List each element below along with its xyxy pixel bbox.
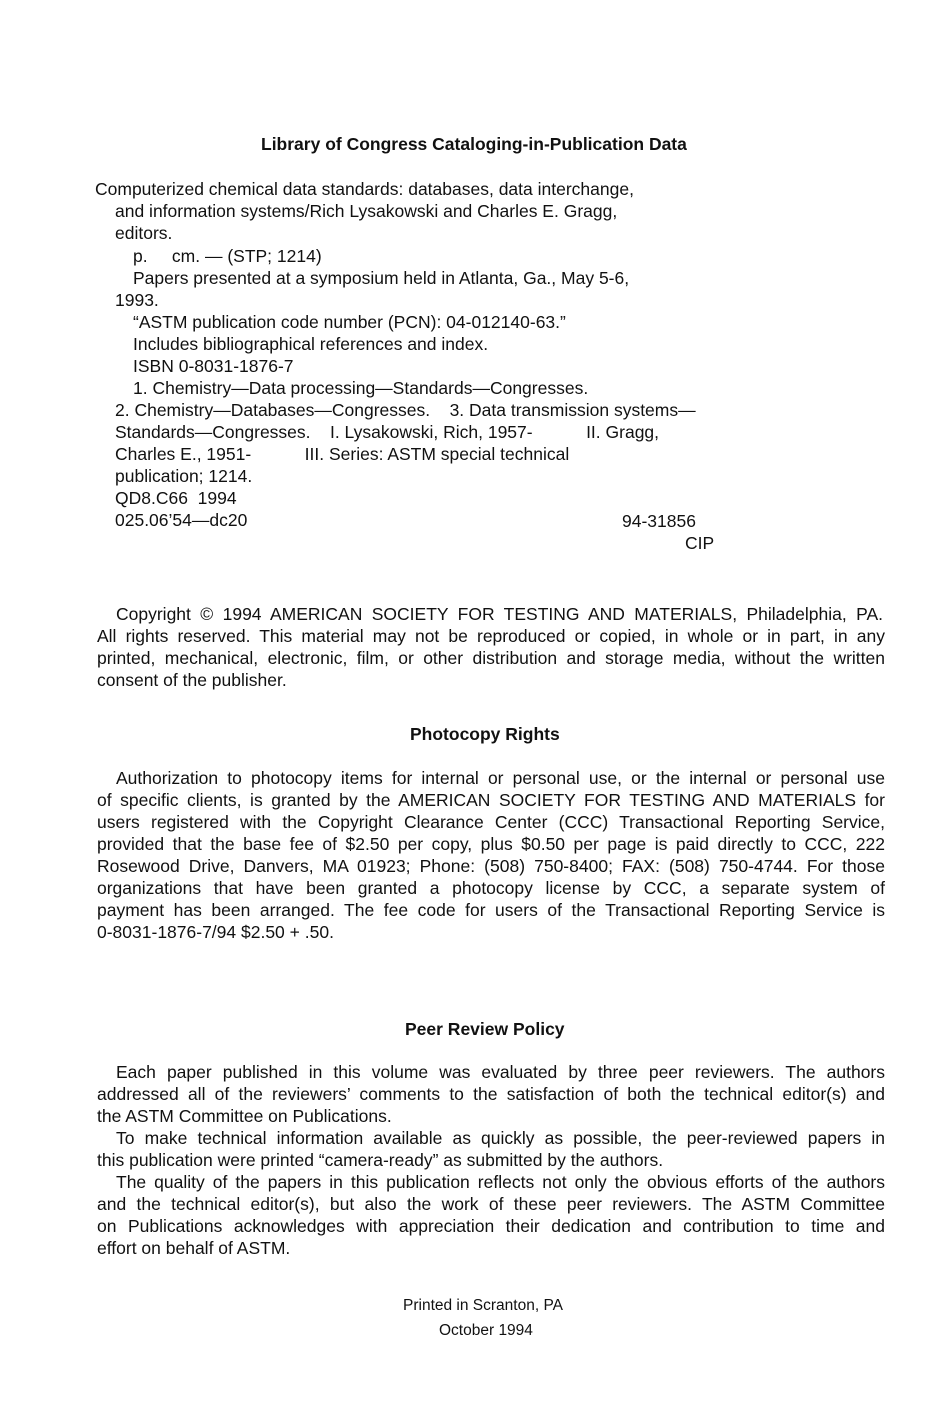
peer-review-line: on Publications acknowledges with appreciation their dedication and contribution to time and [97,1216,885,1236]
cip-line: and information systems/Rich Lysakowski and Charles E. Gragg, [115,201,618,221]
cip-line: ISBN 0-8031-1876-7 [133,356,294,376]
peer-review-line: the ASTM Committee on Publications. [97,1106,392,1126]
cip-line: p. cm. — (STP; 1214) [133,246,322,266]
print-date: October 1994 [439,1322,533,1339]
photocopy-line: organizations that have been granted a photocopy license by CCC, a separate system of [97,878,885,898]
cip-line: Includes bibliographical references and index. [133,334,489,354]
cip-line: Charles E., 1951- III. Series: ASTM special technical [115,444,570,464]
cip-line: “ASTM publication code number (PCN): 04-012140-63.” [133,312,566,332]
peer-review-line: and the technical editor(s), but also the work of these peer reviewers. The ASTM Committee [97,1194,885,1214]
cip-line: 025.06’54—dc20 [115,510,248,530]
cip-line: Papers presented at a symposium held in Atlanta, Ga., May 5-6, [133,268,630,288]
peer-review-line: To make technical information available as quickly as possible, the peer-reviewed papers in [116,1128,885,1148]
copyright-line: printed, mechanical, electronic, film, or other distribution and storage media, without the written [97,648,885,668]
photocopy-line: Rosewood Drive, Danvers, MA 01923; Phone: (508) 750-8400; FAX: (508) 750-4744. For those [97,856,885,876]
copyright-line: Copyright © 1994 AMERICAN SOCIETY FOR TESTING AND MATERIALS, Philadelphia, PA. [116,604,883,624]
peer-review-line: addressed all of the reviewers’ comments to the satisfaction of both the technical editor(s) and [97,1084,885,1104]
photocopy-line: 0-8031-1876-7/94 $2.50 + .50. [97,922,334,942]
photocopy-line: users registered with the Copyright Clearance Center (CCC) Transactional Reporting Service, [97,812,885,832]
photocopy-line: Authorization to photocopy items for internal or personal use, or the internal or personal use [116,768,885,788]
photocopy-heading: Photocopy Rights [410,724,560,744]
cip-label: CIP [685,533,715,553]
photocopy-line: payment has been arranged. The fee code for users of the Transactional Reporting Service is [97,900,885,920]
peer-review-line: effort on behalf of ASTM. [97,1238,291,1258]
peer-review-heading: Peer Review Policy [405,1019,565,1039]
peer-review-line: this publication were printed “camera-ready” as submitted by the authors. [97,1150,664,1170]
cip-line: editors. [115,223,173,243]
peer-review-line: Each paper published in this volume was evaluated by three peer reviewers. The authors [116,1062,885,1082]
cip-line: 1993. [115,290,159,310]
peer-review-line: The quality of the papers in this publication reflects not only the obvious efforts of the authors [116,1172,885,1192]
copyright-line: All rights reserved. This material may not be reproduced or copied, in whole or in part, in any [97,626,885,646]
copyright-line: consent of the publisher. [97,670,287,690]
cip-line: 1. Chemistry—Data processing—Standards—Congresses. [133,378,589,398]
cip-line: QD8.C66 1994 [115,488,237,508]
photocopy-line: provided that the base fee of $2.50 per copy, plus $0.50 per page is paid directly to CCC, 222 [97,834,885,854]
cip-heading: Library of Congress Cataloging-in-Publication Data [261,134,687,154]
lccn-number: 94-31856 [622,511,696,531]
cip-line: Standards—Congresses. I. Lysakowski, Rich, 1957- II. Gragg, [115,422,660,442]
cip-line: publication; 1214. [115,466,253,486]
cip-line: Computerized chemical data standards: databases, data interchange, [95,179,634,199]
photocopy-line: of specific clients, is granted by the AMERICAN SOCIETY FOR TESTING AND MATERIALS for [97,790,885,810]
cip-line: 2. Chemistry—Databases—Congresses. 3. Data transmission systems— [115,400,696,420]
printed-in: Printed in Scranton, PA [403,1297,563,1314]
